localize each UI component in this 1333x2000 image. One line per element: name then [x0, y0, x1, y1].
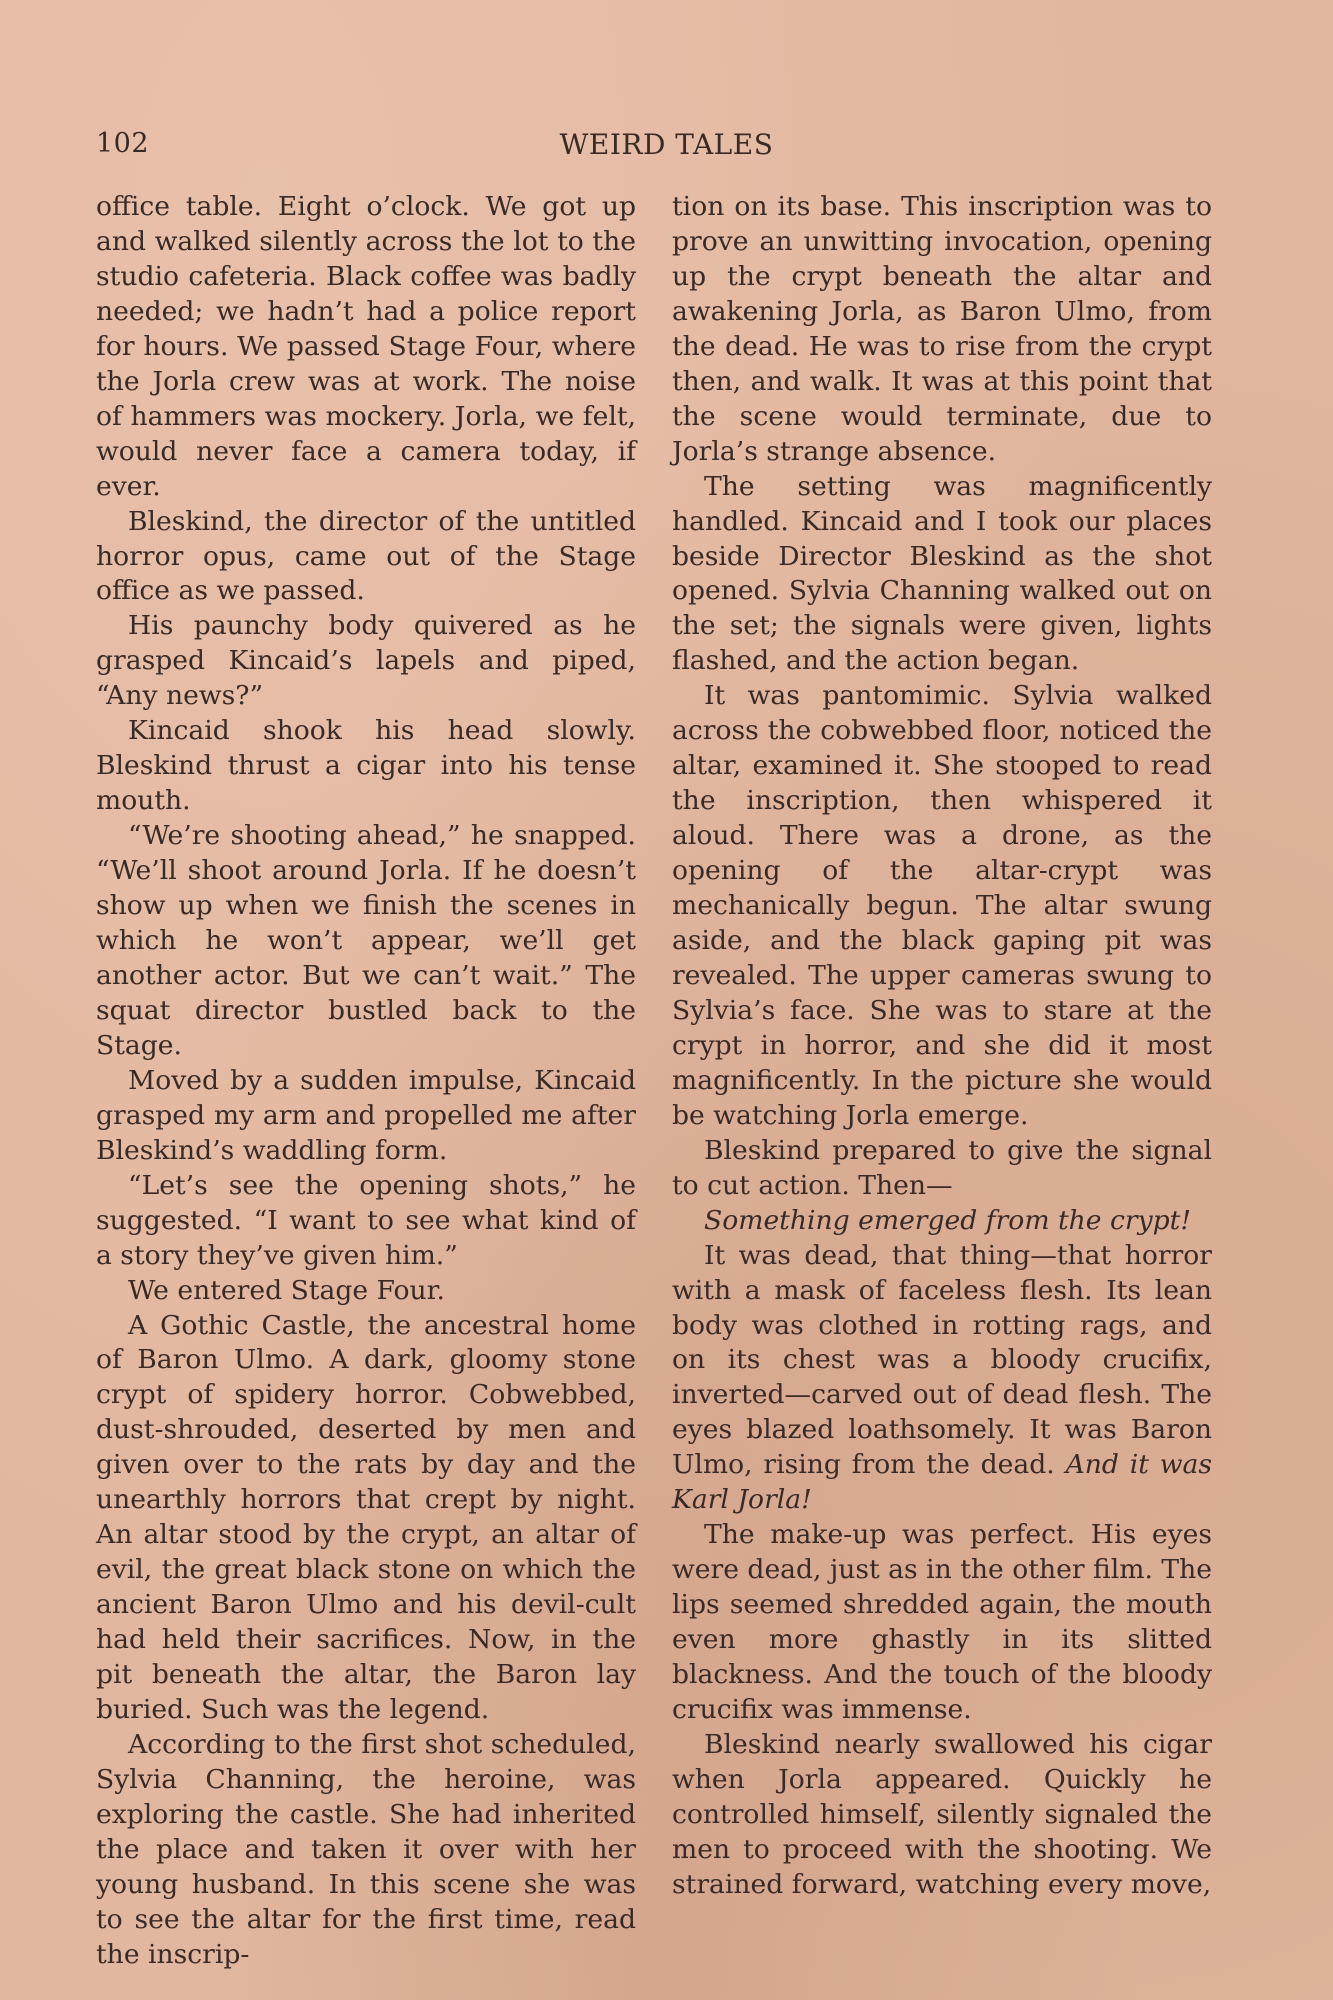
paragraph: tion on its base. This inscription was to prove an unwitting invocation, opening up the crypt beneath the altar and awakening Jorla, as Baron Ulmo, from the dead. He was to rise from the crypt then, and walk. It was at this point that the scene would terminate, due to Jorla’s strange absence.	[672, 191, 1212, 467]
paragraph: According to the first shot scheduled, Sylvia Channing, the heroine, was exploring the castle. She had inherited the place and taken it over with her young husband. In this scene she was to see the altar for the first time, read the inscrip-	[96, 1728, 636, 1970]
paragraph	[672, 1239, 1212, 1519]
paragraph: Bleskind prepared to give the signal to cut action. Then—	[672, 1134, 1212, 1201]
paragraph: The setting was magnificently handled. Kincaid and I took our places beside Director Bleskind as the shot opened. Sylvia Channing walked out on the set; the signals were given, lights flashed, and the action began.	[672, 470, 1212, 677]
paragraph: It was pantomimic. Sylvia walked across the cobwebbed floor, noticed the altar, examined it. She stooped to read the inscription, then whispered it aloud. There was a drone, as the opening of the altar-crypt was mechanically begun. The altar swung aside, and the black gaping pit was revealed. The upper cameras swung to Sylvia’s face. She was to stare at the crypt in horror, and she did it most magnificently. In the picture she would be watching Jorla emerge.	[672, 680, 1212, 1131]
right-text-column	[672, 190, 1212, 1903]
paragraph: Kincaid shook his head slowly. Bleskind thrust a cigar into his tense mouth.	[96, 715, 636, 817]
paragraph: Bleskind nearly swallowed his cigar when Jorla appeared. Quickly he controlled himself, silently signaled the men to proceed with the shooting. We strained forward, watching every move,	[672, 1728, 1212, 1900]
paragraph: “We’re shooting ahead,” he snapped. “We’ll shoot around Jorla. If he doesn’t show up when we finish the scenes in which he won’t appear, we’ll get another actor. But we can’t wait.” The squat director bustled back to the Stage.	[96, 820, 636, 1061]
italic-text: Something emerged from the crypt!	[704, 1204, 1192, 1236]
paragraph: office table. Eight o’clock. We got up and walked silently across the lot to the studio cafeteria. Black coffee was badly needed; we hadn’t had a police report for hours. We passed Stage Four, where the Jorla crew was at work. The noise of hammers was mockery. Jorla, we felt, would never face a camera today, if ever.	[96, 191, 636, 502]
page-number: 102	[96, 128, 150, 159]
italic-text: And it was Karl Jorla!	[672, 1449, 1212, 1516]
paragraph: Bleskind, the director of the untitled horror opus, came out of the Stage office as we passed.	[96, 505, 636, 607]
paragraph: A Gothic Castle, the ancestral home of Baron Ulmo. A dark, gloomy stone crypt of spidery horror. Cobwebbed, dust-shrouded, deserted by men and given over to the rats by day and the unearthly horrors that crept by night. An altar stood by the crypt, an altar of evil, the great black stone on which the ancient Baron Ulmo and his devil-cult had held their sacrifices. Now, in the pit beneath the altar, the Baron lay buried. Such was the legend.	[96, 1309, 636, 1725]
paragraph-text: It was dead, that thing—that horror with a mask of faceless flesh. Its lean body was clothed in rotting rags, and on its chest was a bloody crucifix, inverted—carved out of dead flesh. The eyes blazed loathsomely. It was Baron Ulmo, rising from the dead.	[672, 1239, 1212, 1481]
paragraph: “Let’s see the opening shots,” he suggested. “I want to see what kind of a story they’ve given him.”	[96, 1169, 636, 1271]
paragraph: We entered Stage Four.	[128, 1274, 445, 1306]
paragraph: Moved by a sudden impulse, Kincaid grasped my arm and propelled me after Bleskind’s waddling form.	[96, 1064, 636, 1166]
paragraph: His paunchy body quivered as he grasped Kincaid’s lapels and piped, “Any news?”	[96, 610, 636, 712]
left-text-column	[96, 190, 636, 1973]
paragraph: The make-up was perfect. His eyes were dead, just as in the other film. The lips seemed shredded again, the mouth even more ghastly in its slitted blackness. And the touch of the bloody crucifix was immense.	[672, 1519, 1212, 1725]
italic-paragraph	[672, 1204, 1212, 1239]
running-head-title: WEIRD TALES	[559, 128, 774, 161]
